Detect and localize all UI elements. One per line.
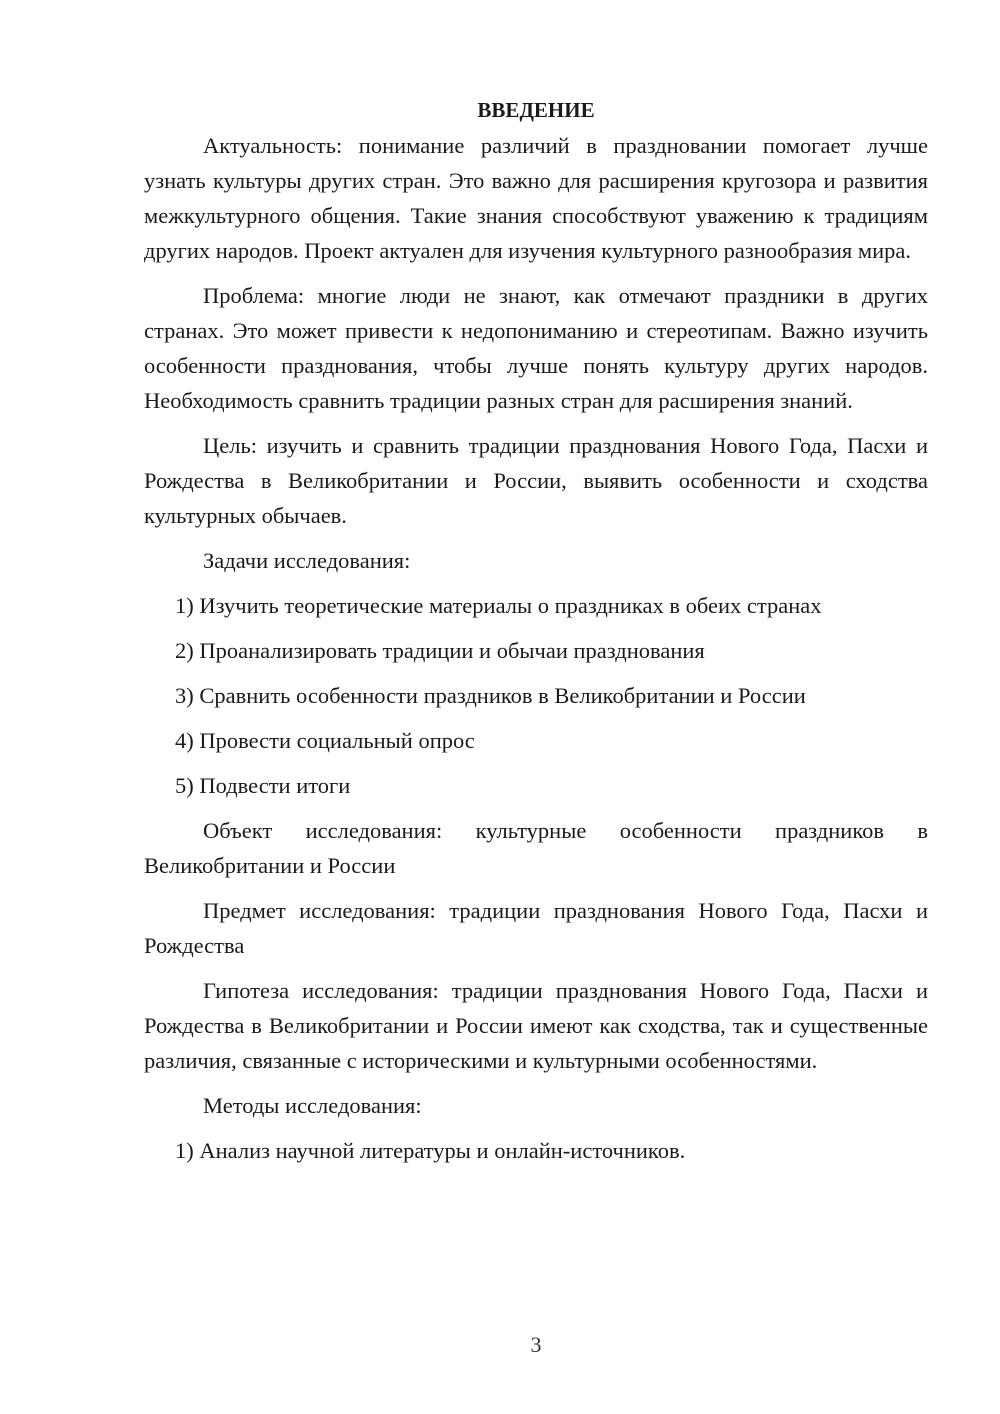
page-number: 3 [530,1332,542,1357]
methods-list [144,1133,928,1168]
document-page [144,92,928,1178]
tasks-heading: Задачи исследования: [203,548,411,573]
relevance-paragraph: Актуальность: понимание различий в праздновании помогает лучше узнать культуры других стран. Это важно для расширения кругозора и развития межкультурного общения. Такие знания способствуют уважению к традициям других народов. Проект актуален для изучения культурного разнообразия мира. [144,133,928,263]
subject-paragraph: Предмет исследования: традиции празднования Нового Года, Пасхи и Рождества [144,898,928,958]
section-title: ВВЕДЕНИЕ [477,98,595,122]
list-item: 1) Изучить теоретические материалы о праздниках в обеих странах [175,593,822,618]
goal-paragraph: Цель: изучить и сравнить традиции празднования Нового Года, Пасхи и Рождества в Великобритании и России, выявить особенности и сходства культурных обычаев. [144,433,928,528]
list-item: 3) Сравнить особенности праздников в Великобритании и России [175,683,806,708]
tasks-list [144,588,928,803]
problem-paragraph: Проблема: многие люди не знают, как отмечают праздники в других странах. Это может привести к недопониманию и стереотипам. Важно изучить особенности празднования, чтобы лучше понять культуру других народов. Необходимость сравнить традиции разных стран для расширения знаний. [144,283,928,413]
list-item: 1) Анализ научной литературы и онлайн-источников. [175,1138,686,1163]
methods-heading: Методы исследования: [203,1093,422,1118]
object-paragraph: Объект исследования: культурные особенности праздников в Великобритании и России [144,818,928,878]
list-item: 5) Подвести итоги [175,773,351,798]
list-item: 4) Провести социальный опрос [175,728,475,753]
hypothesis-paragraph: Гипотеза исследования: традиции празднования Нового Года, Пасхи и Рождества в Великобритании и России имеют как сходства, так и существенные различия, связанные с историческими и культурными особенностями. [144,978,928,1073]
list-item: 2) Проанализировать традиции и обычаи празднования [175,638,705,663]
